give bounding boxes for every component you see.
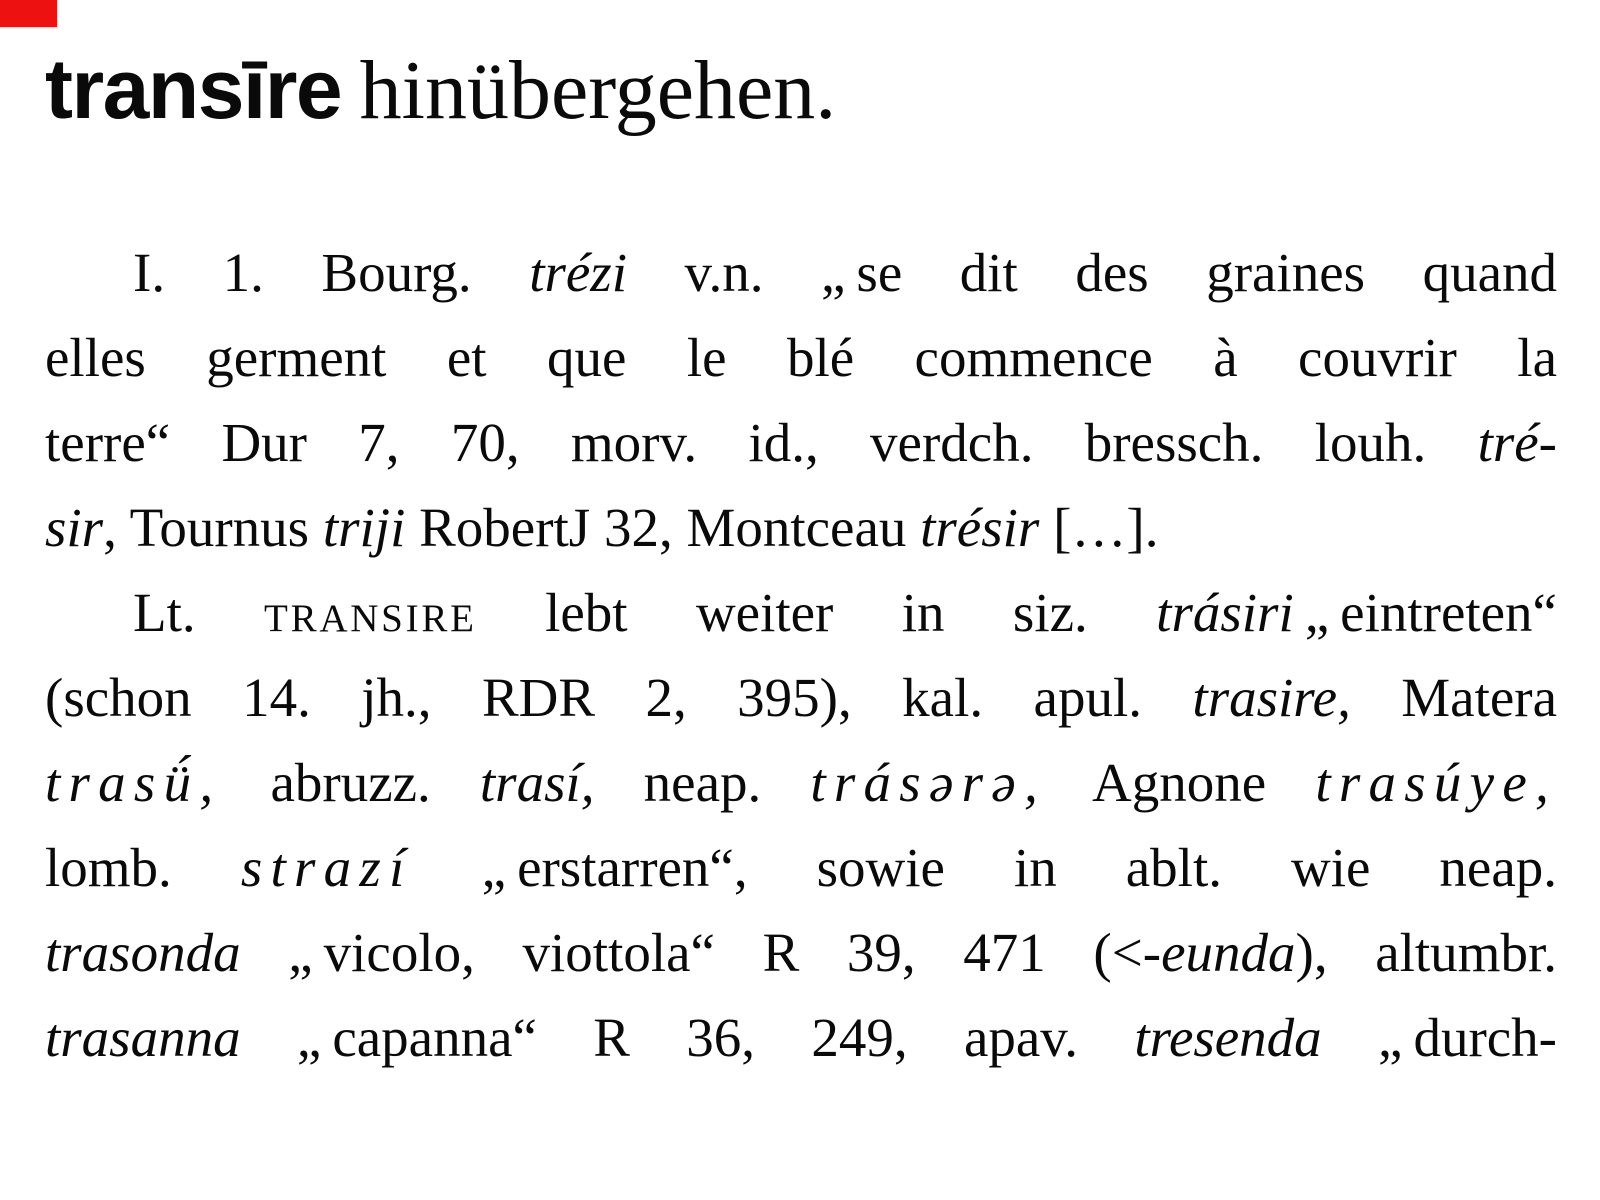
text-regular: terre“ Dur 7, 70, morv. id., verdch. bressch. louh.	[45, 412, 1478, 474]
text-italic: trasonda	[45, 922, 241, 984]
text-line	[45, 740, 1557, 825]
headword-gloss: hinübergehen.	[359, 44, 837, 137]
text-italic-spaced: trasúye,	[1315, 752, 1557, 814]
entry-body	[45, 230, 1557, 1080]
text-regular: Matera	[1350, 667, 1557, 729]
text-italic: tresenda	[1134, 1007, 1322, 1069]
text-italic: trasí,	[479, 752, 595, 814]
text-regular: v.n. „ se dit des graines quand	[626, 242, 1558, 304]
text-regular: Lt.	[133, 582, 265, 644]
text-regular: lomb.	[45, 837, 241, 899]
text-line	[45, 315, 1557, 400]
text-italic-spaced: trasǘ,	[45, 752, 222, 814]
text-line	[45, 485, 1557, 570]
text-italic: trásiri	[1156, 582, 1294, 644]
text-regular: elles germent et que le blé commence à couvrir la	[45, 327, 1557, 389]
text-italic: triji	[322, 497, 406, 559]
paragraph	[45, 570, 1557, 1080]
headword	[45, 42, 1557, 138]
text-italic: eunda	[1161, 922, 1296, 984]
headword-lemma: transīre	[45, 42, 342, 136]
text-italic: tré-	[1477, 412, 1557, 474]
text-regular: lebt weiter in siz.	[476, 582, 1157, 644]
text-italic: trasire,	[1192, 667, 1351, 729]
text-smallcaps: transire	[264, 582, 477, 644]
text-regular: […].	[1039, 497, 1159, 559]
text-line	[45, 995, 1557, 1080]
text-regular: Agnone	[1045, 752, 1316, 814]
text-italic-spaced: strazí	[240, 837, 413, 899]
text-regular: I. 1. Bourg.	[133, 242, 530, 304]
text-regular: , Tournus	[103, 497, 323, 559]
text-regular: (schon 14. jh., RDR 2, 395), kal. apul.	[45, 667, 1193, 729]
dictionary-entry	[45, 42, 1557, 1080]
text-regular: „ eintreten“	[1293, 582, 1557, 644]
text-regular: „ capanna“ R 36, 249, apav.	[240, 1007, 1135, 1069]
text-line	[45, 400, 1557, 485]
text-line	[45, 230, 1557, 315]
text-regular: RobertJ 32, Montceau	[405, 497, 921, 559]
text-line	[45, 655, 1557, 740]
text-line	[45, 910, 1557, 995]
text-regular: abruzz.	[221, 752, 480, 814]
text-italic-spaced: trásərə,	[810, 752, 1046, 814]
text-line	[45, 825, 1557, 910]
text-regular: „ vicolo, viottola“ R 39, 471 (<-	[240, 922, 1162, 984]
paragraph	[45, 230, 1557, 570]
text-regular: „ erstarren“, sowie in ablt. wie neap.	[412, 837, 1557, 899]
red-marker	[0, 0, 57, 27]
text-italic: trasanna	[45, 1007, 241, 1069]
text-regular: ), altumbr.	[1295, 922, 1557, 984]
text-italic: trésir	[920, 497, 1040, 559]
text-italic: trézi	[529, 242, 627, 304]
text-italic: sir	[45, 497, 104, 559]
text-regular: „ durch-	[1321, 1007, 1557, 1069]
text-regular: neap.	[594, 752, 811, 814]
text-line	[45, 570, 1557, 655]
